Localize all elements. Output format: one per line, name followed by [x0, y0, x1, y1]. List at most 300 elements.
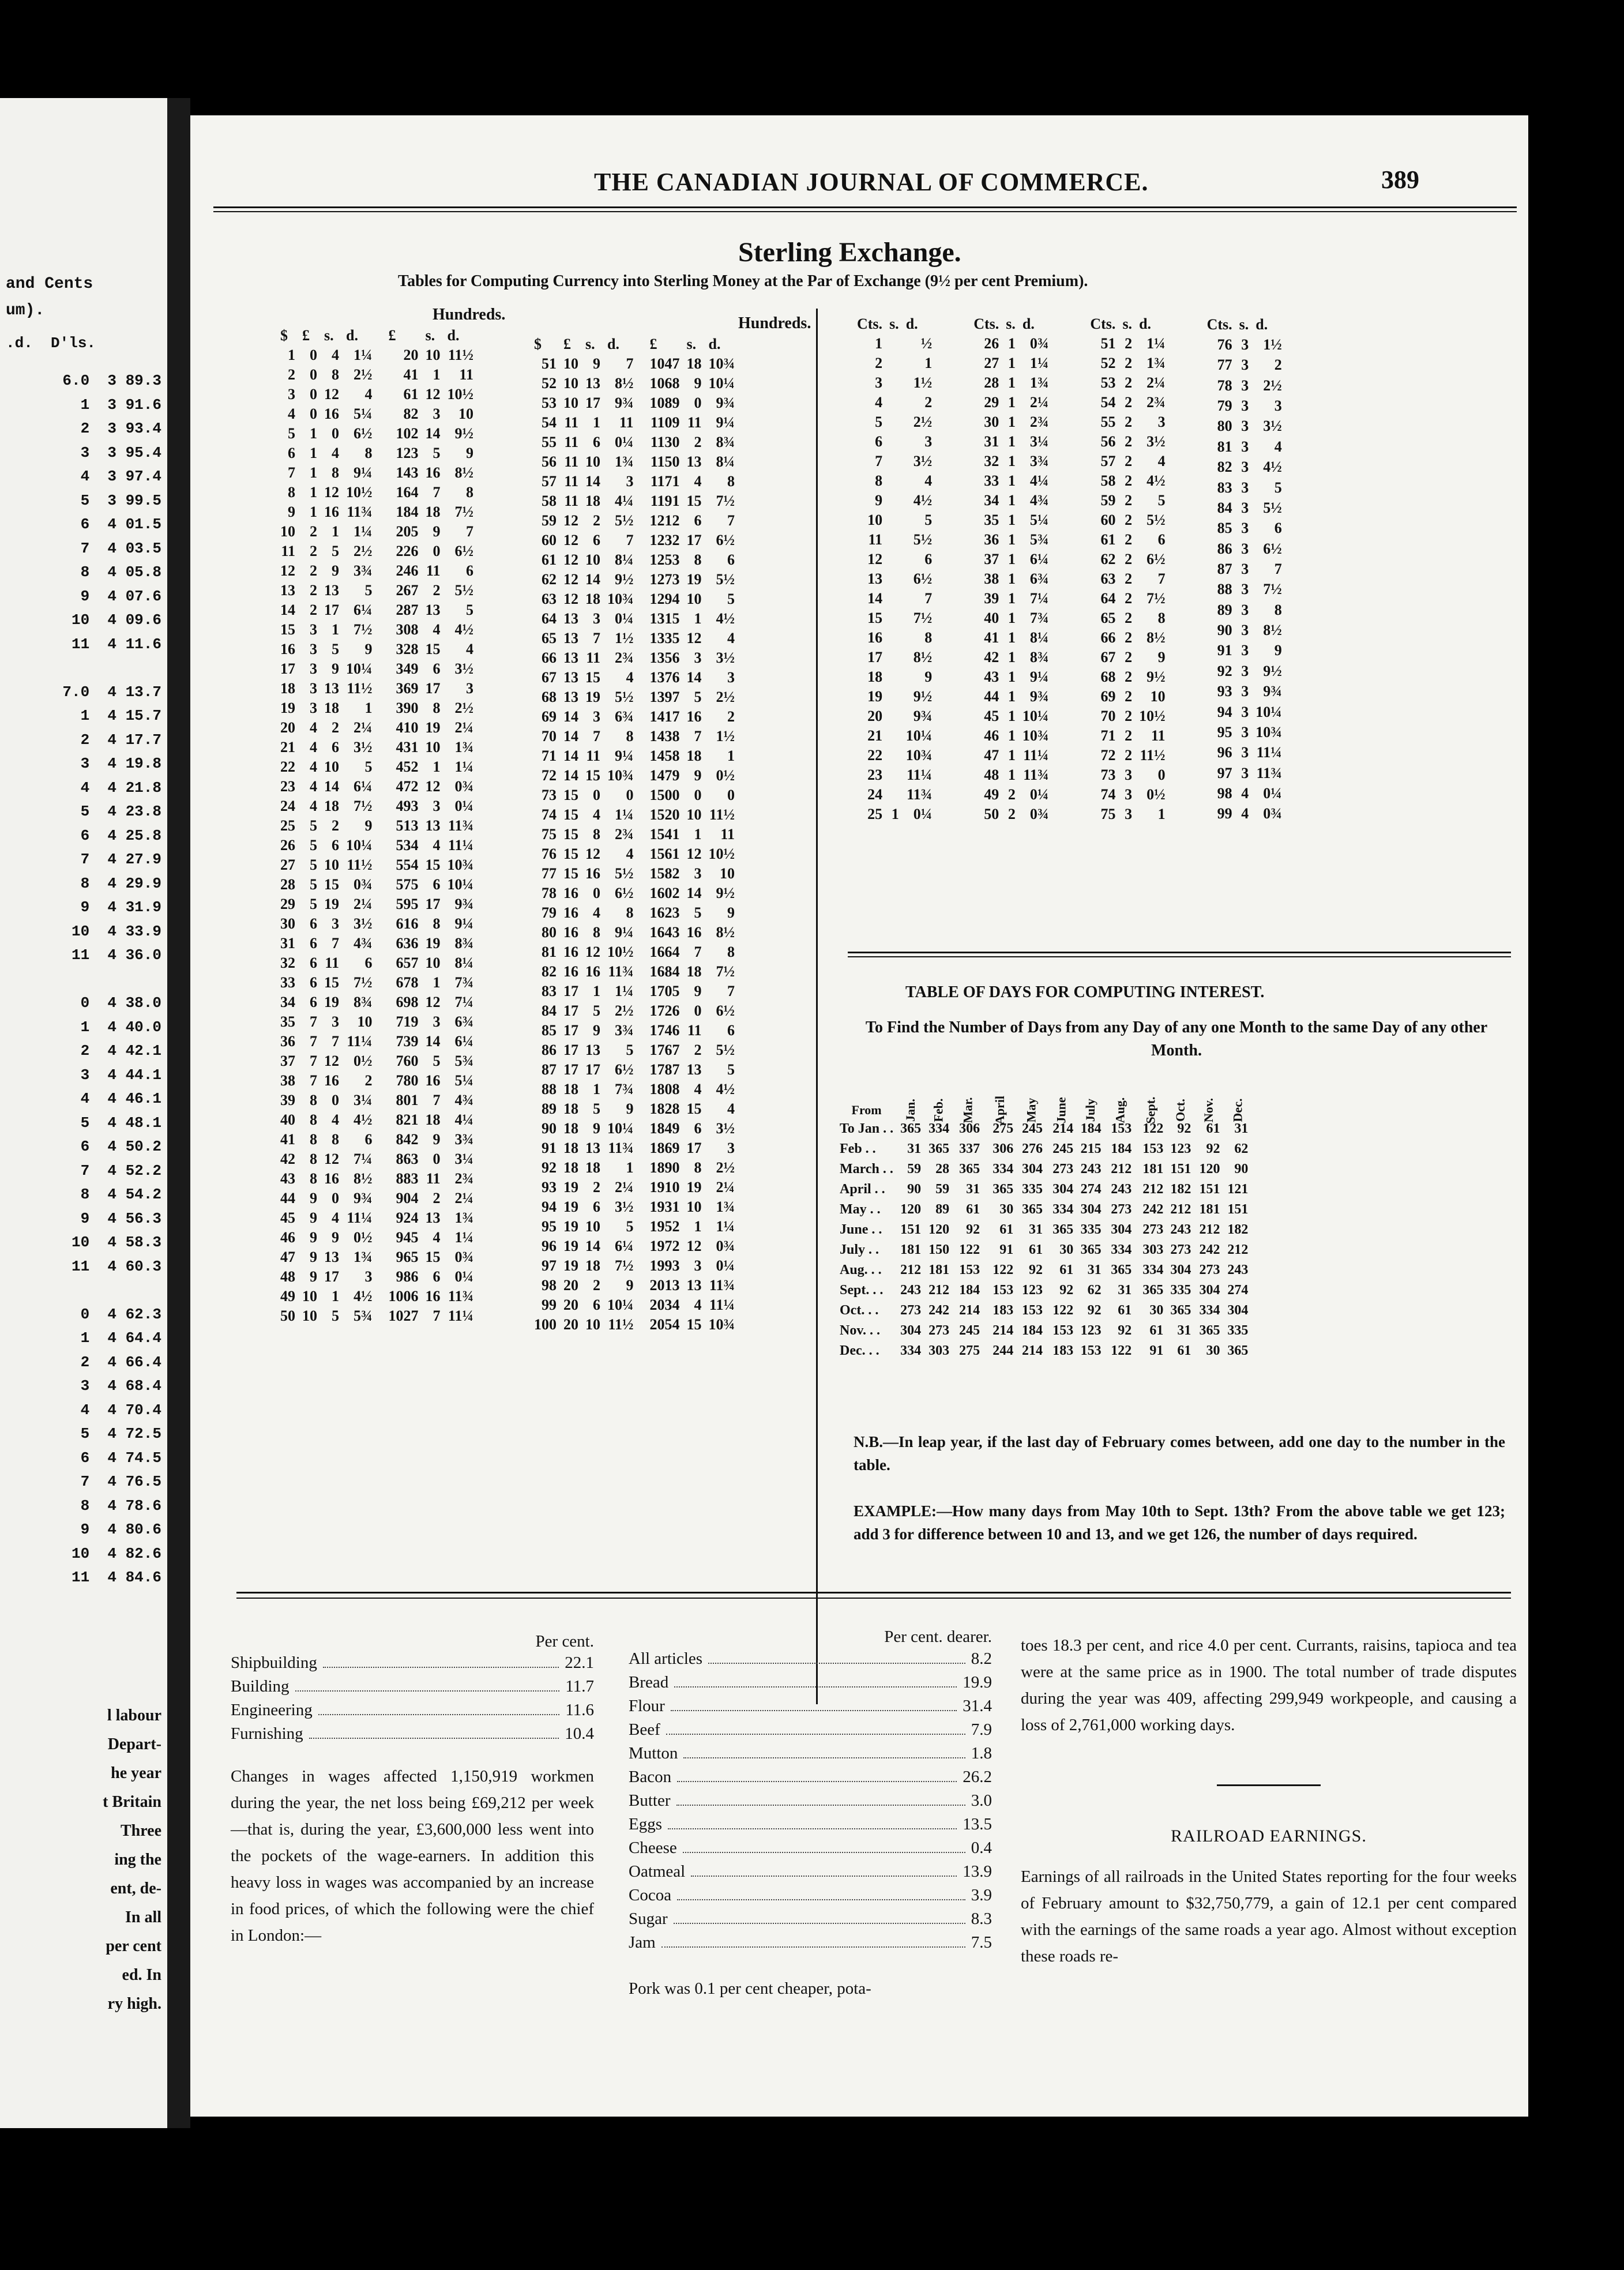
row-month-label: Aug. . . — [840, 1262, 882, 1277]
table-cell: 2034 — [649, 1296, 680, 1313]
table-cell: 8 — [694, 551, 702, 568]
table-row — [277, 757, 477, 777]
table-cell: 1 — [310, 503, 317, 520]
days-cell: 365 — [1111, 1262, 1132, 1277]
left-value-row: 3 4 68.4 — [80, 1377, 161, 1395]
table-cell: 27 — [984, 355, 999, 371]
table-cell: 3 — [466, 680, 473, 697]
table-cell: 83 — [542, 983, 557, 999]
days-cell: 334 — [900, 1343, 922, 1358]
table-cell: 13 — [686, 453, 702, 470]
column-header: s. — [324, 327, 334, 344]
table-cell: 5 — [310, 837, 317, 854]
table-row — [854, 530, 935, 550]
table-cell: 68 — [542, 689, 557, 705]
table-cell: 3¼ — [454, 1151, 473, 1167]
table-cell: 2 — [1125, 727, 1133, 744]
table-cell: 0 — [626, 787, 634, 803]
days-cell: 273 — [1199, 1262, 1220, 1277]
table-cell: 13 — [585, 1042, 600, 1058]
table-cell: 10¼ — [1022, 708, 1049, 724]
left-value-row: 9 4 07.6 — [80, 587, 161, 605]
table-cell: 90 — [542, 1120, 557, 1137]
table-row — [277, 581, 477, 600]
item-name: All articles — [629, 1649, 703, 1668]
table-cell: 1 — [1008, 472, 1016, 489]
table-cell: 6½ — [615, 885, 634, 901]
row-month-label: May . . — [840, 1202, 881, 1217]
table-cell: 3 — [1241, 683, 1249, 700]
table-cell: 9 — [1157, 649, 1166, 666]
table-row — [277, 1110, 477, 1130]
table-cell: 5 — [593, 1100, 600, 1117]
table-cell: 1910 — [649, 1179, 680, 1196]
table-row — [531, 766, 738, 786]
row-month-label: April . . — [840, 1182, 885, 1197]
table-row — [531, 472, 738, 491]
days-table — [836, 1067, 1251, 1361]
table-cell: 5½ — [615, 865, 634, 882]
table-row — [1204, 702, 1285, 722]
table-cell: 95 — [1217, 723, 1232, 741]
table-row — [277, 1306, 477, 1326]
table-row — [854, 569, 935, 589]
table-cell: 67 — [542, 669, 557, 686]
table-cell: 9 — [727, 904, 735, 921]
table-row — [1087, 334, 1168, 354]
table-cell: 14 — [585, 571, 600, 588]
table-cell: 10¼ — [708, 375, 735, 392]
table-cell: 10 — [324, 758, 339, 775]
left-value-row: 3 3 95.4 — [80, 444, 161, 461]
cents-table-4 — [1204, 314, 1285, 824]
leader-dots — [671, 1694, 957, 1711]
table-cell: 0¾ — [454, 1249, 473, 1265]
days-cell: 273 — [1052, 1162, 1074, 1177]
table-cell: 16 — [425, 1288, 441, 1305]
table-cell: 1931 — [649, 1198, 680, 1215]
table-cell: 1 — [310, 425, 317, 442]
table-cell: 70 — [542, 728, 557, 745]
days-cell: 61 — [999, 1222, 1014, 1237]
table-row — [970, 648, 1052, 667]
table-cell: 1¼ — [716, 1218, 735, 1235]
table-cell: 2 — [1125, 551, 1133, 568]
table-row — [854, 452, 935, 471]
table-cell: 678 — [396, 974, 419, 991]
days-cell: 122 — [1142, 1121, 1164, 1136]
table-cell: 0 — [433, 1151, 441, 1167]
table-cell: 10¾ — [1022, 727, 1049, 744]
table-cell: 11 — [720, 826, 735, 843]
table-cell: 4¼ — [454, 1111, 473, 1128]
table-cell: 94 — [1217, 703, 1232, 720]
table-cell: 49 — [280, 1288, 295, 1305]
table-cell: 1¼ — [1029, 355, 1049, 371]
left-value-row: 6 4 25.8 — [80, 826, 161, 844]
table-cell: 1 — [433, 974, 441, 991]
table-cell: 11 — [426, 1170, 441, 1187]
left-value-row: 8 4 29.9 — [80, 874, 161, 892]
table-cell: 36 — [280, 1033, 295, 1050]
table-cell: 1 — [1008, 570, 1016, 587]
days-cell: 365 — [993, 1182, 1014, 1197]
table-cell: 3 — [1241, 723, 1249, 741]
days-cell: 273 — [900, 1303, 922, 1318]
table-cell: 3 — [1125, 786, 1133, 803]
days-cell: 334 — [1142, 1262, 1164, 1277]
days-cell: 153 — [1111, 1121, 1132, 1136]
table-cell: 11 — [564, 493, 578, 509]
table-cell: 5 — [310, 876, 317, 893]
table-cell: 6½ — [1146, 551, 1166, 568]
left-value-row — [6, 1279, 161, 1303]
item-name: Butter — [629, 1791, 671, 1810]
column-header: £ — [563, 336, 571, 352]
table-cell: 7½ — [716, 963, 735, 980]
days-cell: 61 — [1149, 1323, 1164, 1338]
table-row — [531, 1237, 738, 1256]
table-cell: 2 — [593, 512, 600, 529]
table-cell: 2013 — [649, 1277, 680, 1294]
table-cell: 16 — [585, 865, 600, 882]
month-label: July — [1083, 1098, 1098, 1122]
table-row — [531, 805, 738, 825]
table-cell: 11½ — [347, 856, 373, 873]
table-cell: 3 — [1241, 499, 1249, 516]
table-row — [531, 491, 738, 511]
column-header: d. — [708, 336, 721, 352]
left-value-row: 7 4 27.9 — [80, 851, 161, 868]
table-cell: 1520 — [649, 806, 680, 823]
table-cell: 19 — [686, 571, 702, 588]
table-row — [1204, 763, 1285, 783]
table-cell: 11 — [564, 473, 578, 490]
table-cell: 1½ — [913, 374, 933, 391]
table-cell: 9½ — [1263, 662, 1282, 679]
table-cell: 2 — [1274, 356, 1282, 374]
table-cell: 924 — [396, 1209, 419, 1226]
table-cell: 18 — [867, 668, 883, 685]
table-row — [277, 993, 477, 1012]
table-cell: 5¾ — [1029, 531, 1049, 548]
row-month-label: June . . — [840, 1222, 882, 1237]
table-cell: 18 — [563, 1081, 578, 1098]
table-cell: 5½ — [454, 582, 473, 599]
table-row — [1087, 726, 1168, 746]
table-cell: 5 — [924, 512, 933, 528]
table-cell: 6 — [694, 1120, 702, 1137]
table-cell: 1 — [1008, 492, 1016, 509]
table-cell: 7 — [593, 630, 600, 647]
days-cell: 304 — [1080, 1202, 1102, 1217]
table-cell: 1438 — [649, 728, 680, 745]
item-name: Engineering — [231, 1701, 313, 1719]
table-cell: 1027 — [388, 1307, 419, 1324]
table-row — [1087, 354, 1168, 373]
table-cell: 1582 — [649, 865, 680, 882]
days-cell: 153 — [993, 1283, 1014, 1298]
days-row — [836, 1200, 1251, 1220]
table-cell: 1664 — [649, 944, 680, 960]
table-cell: 10 — [425, 954, 441, 971]
table-cell: 4½ — [1263, 458, 1282, 476]
table-cell: 2¼ — [354, 719, 373, 736]
table-cell — [886, 354, 903, 373]
left-value-row: 7 4 52.2 — [80, 1162, 161, 1179]
table-row — [1204, 580, 1285, 600]
leader-dots — [309, 1722, 559, 1739]
table-cell: 18 — [324, 798, 339, 814]
table-cell: 3 — [364, 1268, 373, 1285]
table-cell: 5 — [332, 543, 339, 559]
table-cell: 1¾ — [716, 1198, 735, 1215]
left-value-row: 7.0 4 13.7 — [62, 683, 161, 701]
table-row — [531, 1256, 738, 1276]
table-cell: 18 — [686, 963, 702, 980]
table-cell: 7 — [727, 983, 735, 999]
table-cell: 7 — [727, 512, 735, 529]
days-cell: 30 — [999, 1202, 1014, 1217]
table-cell: 1 — [727, 747, 735, 764]
journal-title: THE CANADIAN JOURNAL OF COMMERCE. — [594, 168, 1149, 196]
table-row — [1087, 569, 1168, 589]
table-row — [1087, 746, 1168, 765]
table-cell: 2¼ — [454, 719, 473, 736]
month-label: May — [1024, 1098, 1039, 1123]
leader-dots — [323, 1651, 559, 1668]
left-value-row: 10 4 82.6 — [71, 1544, 161, 1562]
wages-list — [231, 1651, 594, 1746]
table-cell: 5½ — [716, 1042, 735, 1058]
table-cell: 11½ — [1140, 747, 1166, 764]
table-cell — [886, 334, 903, 354]
item-name: Jam — [629, 1933, 656, 1952]
column-header: £ — [649, 336, 657, 352]
table-cell: 10 — [425, 347, 441, 363]
table-cell: 14 — [686, 669, 702, 686]
table-cell: 16 — [686, 708, 702, 725]
table-cell: 1 — [1008, 453, 1016, 469]
table-cell: 3 — [1274, 397, 1282, 415]
table-cell: 9¼ — [615, 747, 634, 764]
table-cell: 11¾ — [709, 1277, 735, 1294]
table-cell — [886, 569, 903, 589]
table-cell: 18 — [563, 1100, 578, 1117]
table-cell: 19 — [585, 689, 600, 705]
table-cell: 3 — [694, 1257, 702, 1274]
table-cell: 10 — [585, 551, 600, 568]
table-cell: 26 — [280, 837, 295, 854]
table-cell: 73 — [542, 787, 557, 803]
table-cell: 5¾ — [354, 1307, 373, 1324]
table-cell: 7¼ — [1029, 590, 1049, 607]
table-row — [277, 463, 477, 483]
table-cell: 40 — [984, 610, 999, 626]
table-row — [854, 471, 935, 491]
days-cell: 304 — [1022, 1162, 1043, 1177]
table-cell: 4 — [288, 405, 295, 422]
column-header: $ — [280, 327, 288, 344]
table-cell: 0 — [694, 394, 702, 411]
table-cell: 1 — [1008, 708, 1016, 724]
table-cell: 7 — [433, 1307, 441, 1324]
table-row — [1204, 478, 1285, 498]
table-cell: 3 — [694, 649, 702, 666]
table-cell: 19 — [867, 688, 883, 705]
table-row — [970, 412, 1052, 432]
table-cell: 13 — [563, 689, 578, 705]
table-cell: 13 — [563, 610, 578, 627]
table-row — [531, 707, 738, 727]
table-cell: 14 — [324, 778, 339, 795]
table-row — [1204, 641, 1285, 661]
days-cell: 30 — [1149, 1303, 1164, 1318]
table-cell: 10¼ — [607, 1120, 634, 1137]
table-cell: 8½ — [454, 464, 473, 481]
list-item — [629, 1931, 992, 1955]
table-cell: 2 — [310, 582, 317, 599]
table-cell: 0 — [433, 543, 441, 559]
row-month-label: Dec. . . — [840, 1343, 879, 1358]
table-row — [970, 491, 1052, 510]
days-cell: 273 — [1170, 1242, 1191, 1257]
table-cell: 7 — [593, 728, 600, 745]
table-row — [531, 433, 738, 452]
table-cell: 4½ — [1146, 472, 1166, 489]
table-row — [1087, 785, 1168, 805]
table-row — [970, 530, 1052, 550]
table-cell: 2 — [1125, 374, 1133, 391]
left-value-row: 4 4 46.1 — [80, 1090, 161, 1107]
table-row — [277, 345, 477, 365]
days-cell: 334 — [1052, 1202, 1074, 1217]
table-cell: 16 — [280, 641, 295, 657]
days-cell: 365 — [1022, 1202, 1043, 1217]
table-cell — [886, 393, 903, 412]
days-cell: 275 — [959, 1343, 980, 1358]
table-cell: 3 — [1241, 356, 1249, 374]
table-cell: 6½ — [913, 570, 933, 587]
table-cell: 19 — [563, 1179, 578, 1196]
table-cell: 18 — [585, 493, 600, 509]
table-cell: 14 — [686, 885, 702, 901]
table-row — [970, 569, 1052, 589]
days-cell: 31 — [1087, 1262, 1102, 1277]
table-row — [277, 659, 477, 679]
table-cell: 12 — [867, 551, 883, 568]
table-cell: 2 — [1125, 629, 1133, 646]
table-cell: 3 — [727, 1140, 735, 1156]
table-row — [277, 1091, 477, 1110]
table-row — [277, 777, 477, 796]
table-cell: 10 — [563, 394, 578, 411]
days-cell: 59 — [907, 1162, 922, 1177]
table-cell: 1356 — [649, 649, 680, 666]
table-row — [531, 1080, 738, 1099]
table-cell: 8 — [593, 924, 600, 941]
table-cell: 93 — [1217, 683, 1232, 700]
table-row — [1204, 600, 1285, 620]
interest-top-rule-2 — [848, 956, 1511, 957]
table-cell: 2 — [1125, 688, 1133, 705]
table-cell: 2¾ — [1146, 394, 1166, 411]
table-cell: 6 — [310, 954, 317, 971]
table-cell — [886, 667, 903, 687]
table-cell: 18 — [563, 1159, 578, 1176]
table-row — [531, 982, 738, 1001]
table-cell: 0¾ — [454, 778, 473, 795]
days-cell: 304 — [1111, 1222, 1132, 1237]
table-cell: 6¼ — [354, 778, 373, 795]
left-value-row: 6 4 50.2 — [80, 1138, 161, 1155]
list-item — [231, 1698, 594, 1722]
table-cell: 18 — [563, 1120, 578, 1137]
column-header: d. — [447, 327, 460, 344]
table-cell: 18 — [280, 680, 295, 697]
table-cell: 2¼ — [354, 896, 373, 912]
left-value-row: 11 4 36.0 — [71, 946, 161, 964]
table-cell: 1 — [364, 700, 373, 716]
table-cell: 11½ — [608, 1316, 634, 1333]
days-cell: 153 — [1052, 1323, 1074, 1338]
month-header — [1046, 1067, 1077, 1123]
table-cell: 9¼ — [615, 924, 634, 941]
table-cell: 17 — [585, 394, 600, 411]
table-cell: 2 — [1125, 531, 1133, 548]
days-cell: 61 — [1029, 1242, 1043, 1257]
table-row — [531, 1138, 738, 1158]
table-cell: 8 — [1274, 601, 1282, 618]
table-row — [277, 973, 477, 993]
left-value-row: 5 4 23.8 — [80, 803, 161, 820]
table-cell: 16 — [324, 1072, 339, 1089]
table-cell: 3 — [1241, 560, 1249, 577]
from-label: From — [851, 1103, 882, 1117]
table-cell: 2¾ — [615, 826, 634, 843]
table-cell: 64 — [542, 610, 557, 627]
leader-dots — [674, 1671, 957, 1688]
table-cell: 12 — [563, 551, 578, 568]
table-cell: 8¼ — [1029, 629, 1049, 646]
table-cell: 5½ — [615, 689, 634, 705]
table-cell: 6 — [288, 445, 295, 461]
month-label: Mar. — [960, 1097, 975, 1123]
table-row — [970, 393, 1052, 412]
table-cell: 7½ — [716, 493, 735, 509]
table-cell: 45 — [984, 708, 999, 724]
table-cell: 1212 — [649, 512, 680, 529]
table-row — [1087, 491, 1168, 510]
table-cell: 53 — [542, 394, 557, 411]
days-cell: 92 — [1177, 1121, 1191, 1136]
table-cell: 5¼ — [1029, 512, 1049, 528]
table-cell: 636 — [396, 935, 419, 952]
table-cell: 11 — [868, 531, 883, 548]
table-cell: 67 — [1100, 649, 1116, 666]
table-cell: 4 — [310, 739, 317, 756]
table-cell: 0¼ — [1029, 786, 1049, 803]
days-cell: 212 — [1142, 1182, 1164, 1197]
left-value-row: 8 4 05.8 — [80, 563, 161, 581]
table-cell: 11 — [459, 366, 473, 383]
table-row — [1204, 743, 1285, 763]
table-cell: 9¾ — [615, 394, 634, 411]
left-text-line: he year — [111, 1764, 161, 1782]
table-row — [531, 452, 738, 472]
table-cell: 55 — [1100, 414, 1116, 430]
table-row — [1087, 412, 1168, 432]
